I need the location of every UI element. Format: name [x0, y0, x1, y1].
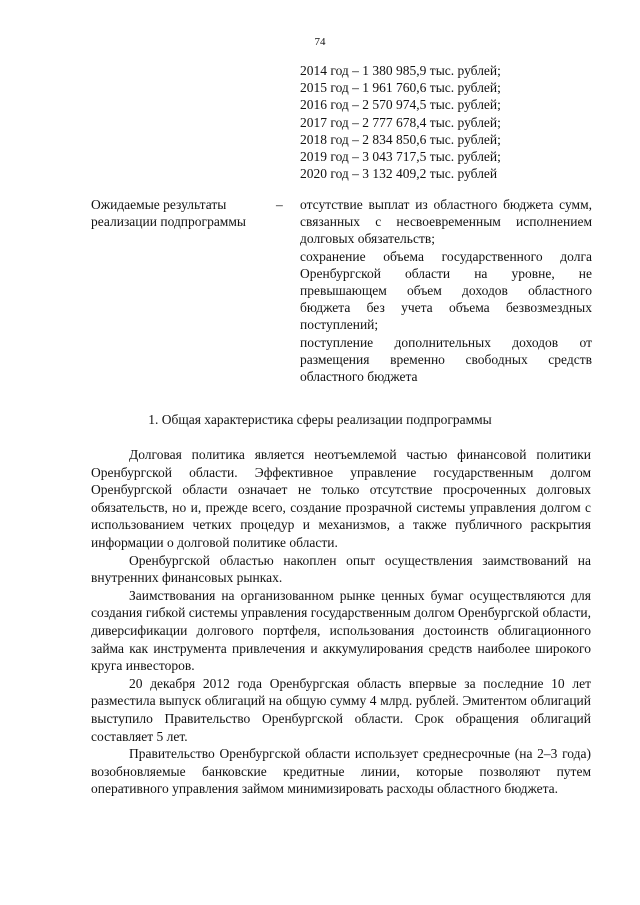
expected-result-item: сохранение объема государственного долга Оренбургской области на уровне, не превышающем объем доходов областного бюджета без учета объема безвозмездных поступлений;: [300, 248, 592, 333]
body-text: [91, 446, 591, 798]
paragraph: Правительство Оренбургской области использует среднесрочные (на 2–3 года) возобновляемые банковские кредитные линии, которые позволяют путем оперативного управления займом минимизировать расходы областного бюджета.: [91, 746, 591, 797]
funding-year-2016: 2016 год – 2 570 974,5 тыс. рублей;: [300, 97, 501, 113]
funding-year-2018: 2018 год – 2 834 850,6 тыс. рублей;: [300, 131, 501, 147]
paragraph: Оренбургской областью накоплен опыт осуществления заимствований на внутренних финансовых рынках.: [91, 552, 591, 586]
funding-year-2019: 2019 год – 3 043 717,5 тыс. рублей;: [300, 149, 501, 165]
funding-year-2014: 2014 год – 1 380 985,9 тыс. рублей;: [300, 63, 501, 78]
expected-result-item: отсутствие выплат из областного бюджета сумм, связанных с несвоевременным исполнением долговых обязательств;: [300, 197, 592, 247]
expected-result-item: поступление дополнительных доходов от размещения временно свободных средств областного бюджета: [300, 334, 592, 385]
label-separator-dash: –: [276, 197, 283, 212]
funding-year-2017: 2017 год – 2 777 678,4 тыс. рублей;: [300, 114, 501, 130]
page-number: 74: [314, 36, 326, 48]
section-heading: 1. Общая характеристика сферы реализации подпрограммы: [148, 412, 492, 427]
expected-results-label: Ожидаемые результаты реализации подпрограммы: [91, 197, 246, 230]
expected-results-list: [300, 196, 592, 385]
funding-year-2015: 2015 год – 1 961 760,6 тыс. рублей;: [300, 80, 501, 96]
paragraph: 20 декабря 2012 года Оренбургская область впервые за последние 10 лет разместила выпуск облигаций на общую сумму 4 млрд. рублей. Эмитентом облигаций выступило Правительство Оренбургской области. Срок обращения облигаций составляет 5 лет.: [91, 675, 591, 744]
funding-year-2020: 2020 год – 3 132 409,2 тыс. рублей: [300, 166, 498, 182]
paragraph: Заимствования на организованном рынке ценных бумаг осуществляются для создания гибкой системы управления государственным долгом Оренбургской области, диверсификации долгового портфеля, использования достоинств облигационного займа как инструмента привлечения и аккумулирования средств наиболее широкого круга инвесторов.: [91, 587, 591, 674]
paragraph: Долговая политика является неотъемлемой частью финансовой политики Оренбургской области. Эффективное управление государственным долгом Оренбургской области означает не только отсутствие просроченных долговых обязательств, но и, прежде всего, создание прозрачной системы управления долгом с использованием четких процедур и механизмов, а также публичного раскрытия информации о долговой политике области.: [91, 447, 591, 550]
funding-by-year-list: [300, 62, 501, 182]
